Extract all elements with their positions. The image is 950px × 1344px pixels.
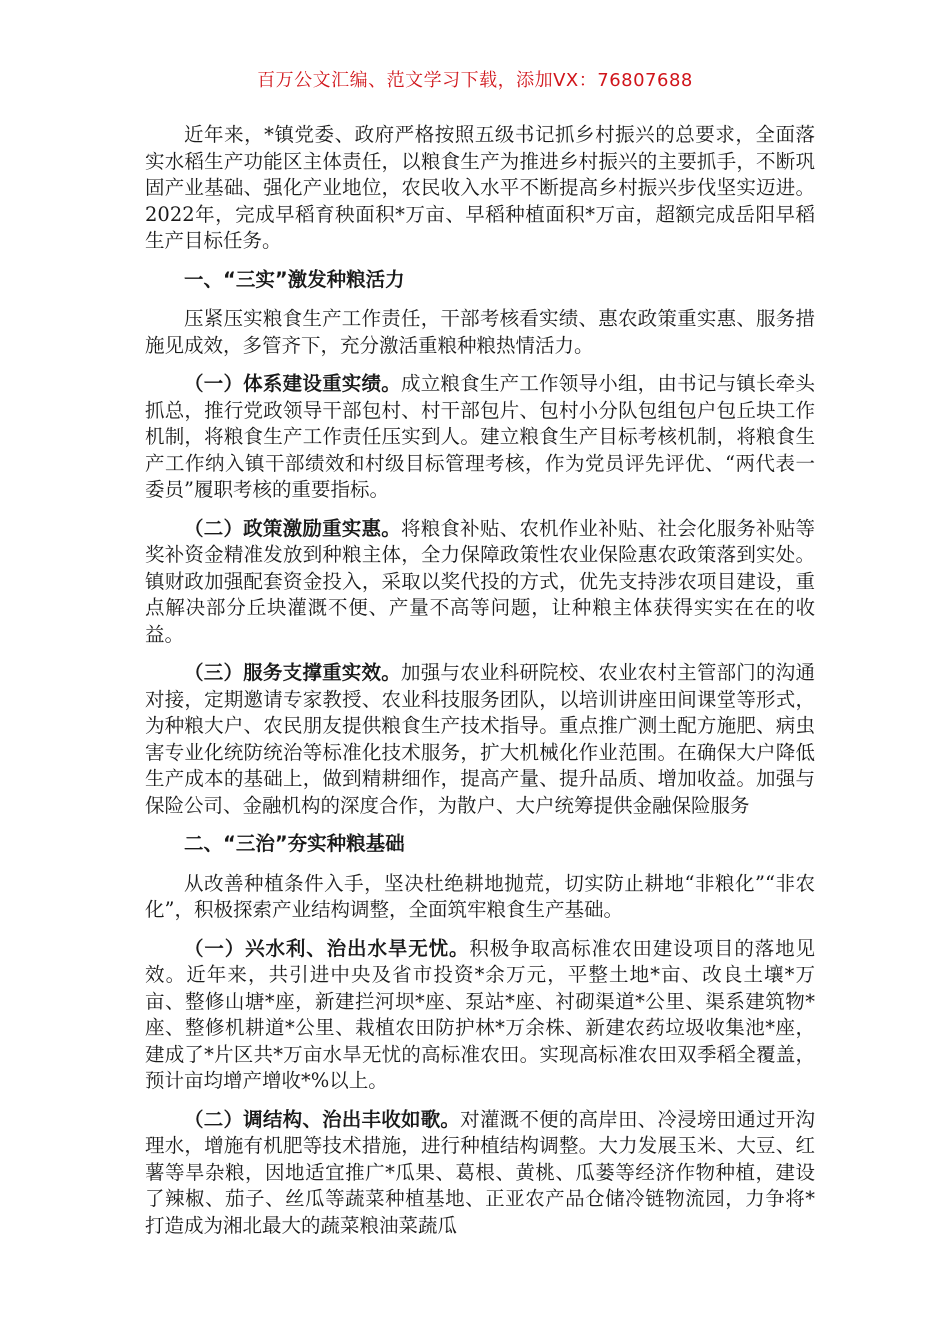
section-summary-2: 从改善种植条件入手，坚决杜绝耕地抛荒，切实防止耕地“非粮化”“非农化”，积极探索产业结构调整，全面筑牢粮食生产基础。 [145,871,815,921]
intro-paragraph: 近年来，*镇党委、政府严格按照五级书记抓乡村振兴的总要求，全面落实水稻生产功能区主体责任，以粮食生产为推进乡村振兴的主要抓手，不断巩固产业基础、强化产业地位，农民收入水平不断提高乡村振兴步伐坚实迈进。2022年，完成早稻育秧面积*万亩、早稻种植面积*万亩，超额完成岳阳早稻生产目标任务。 [145,123,815,252]
paragraph-2-1 [145,936,815,1095]
download-banner: 百万公文汇编、范文学习下载，添加VX：76807688 [257,70,693,91]
paragraph-lead: （三）服务支撑重实效。 [184,661,401,684]
paragraph-text: 将粮食补贴、农机作业补贴、社会化服务补贴等奖补资金精准发放到种粮主体，全力保障政策性农业保险惠农政策落到实处。镇财政加强配套资金投入，采取以奖代投的方式，优先支持涉农项目建设，重点解决部分丘块灌溉不便、产量不高等问题，让种粮主体获得实实在在的收益。 [145,516,815,646]
paragraph-1-3 [145,660,815,819]
paragraph-lead: （二）政策激励重实惠。 [184,516,401,540]
paragraph-1-1 [145,371,815,504]
document-body [145,122,815,1251]
paragraph-text: 加强与农业科研院校、农业农村主管部门的沟通对接，定期邀请专家教授、农业科技服务团队，以培训讲座田间课堂等形式，为种粮大户、农民朋友提供粮食生产技术指导。重点推广测土配方施肥、病虫害专业化统防统治等标准化技术服务，扩大机械化作业范围。在确保大户降低生产成本的基础上，做到精耕细作，提高产量、提升品质、增加收益。加强与保险公司、金融机构的深度合作，为散户、大户统筹提供金融保险服务 [145,661,815,817]
section-summary-1: 压紧压实粮食生产工作责任，干部考核看实绩、惠农政策重实惠、服务措施见成效，多管齐下，充分激活重粮种粮热情活力。 [145,307,815,357]
paragraph-text: 成立粮食生产工作领导小组，由书记与镇长牵头抓总，推行党政领导干部包村、村干部包片、包村小分队包组包户包丘块工作机制，将粮食生产工作责任压实到人。建立粮食生产目标考核机制，将粮食生产工作纳入镇干部绩效和村级目标管理考核，作为党员评先评优、“两代表一委员”履职考核的重要指标。 [145,372,815,501]
paragraph-lead: （一）兴水利、治出水旱无忧。 [184,936,470,960]
paragraph-1-2 [145,516,815,649]
paragraph-lead: （二）调结构、治出丰收如歌。 [184,1107,461,1131]
paragraph-text: 积极争取高标准农田建设项目的落地见效。近年来，共引进中央及省市投资*余万元，平整土地*亩、改良土壤*万亩、整修山塘*座，新建拦河坝*座、泵站*座、衬砌渠道*公里、渠系建筑物*座、整修机耕道*公里、栽植农田防护林*万余株、新建农药垃圾收集池*座，建成了*片区共*万亩水旱无忧的高标准农田。实现高标准农田双季稻全覆盖，预计亩均增产增收*%以上。 [145,936,815,1092]
paragraph-text: 对灌溉不便的高岸田、冷浸塝田通过开沟理水，增施有机肥等技术措施，进行种植结构调整。大力发展玉米、大豆、红薯等旱杂粮，因地适宜推广*瓜果、葛根、黄桃、瓜蒌等经济作物种植，建设了辣椒、茄子、丝瓜等蔬菜种植基地、正亚农产品仓储冷链物流园，力争将*打造成为湘北最大的蔬菜粮油菜蔬瓜 [145,1107,815,1237]
section-heading-1: 一、“三实”激发种粮活力 [184,267,405,291]
paragraph-2-2 [145,1107,815,1240]
paragraph-lead: （一）体系建设重实绩。 [184,372,401,395]
section-heading-2: 二、“三治”夯实种粮基础 [184,832,405,855]
